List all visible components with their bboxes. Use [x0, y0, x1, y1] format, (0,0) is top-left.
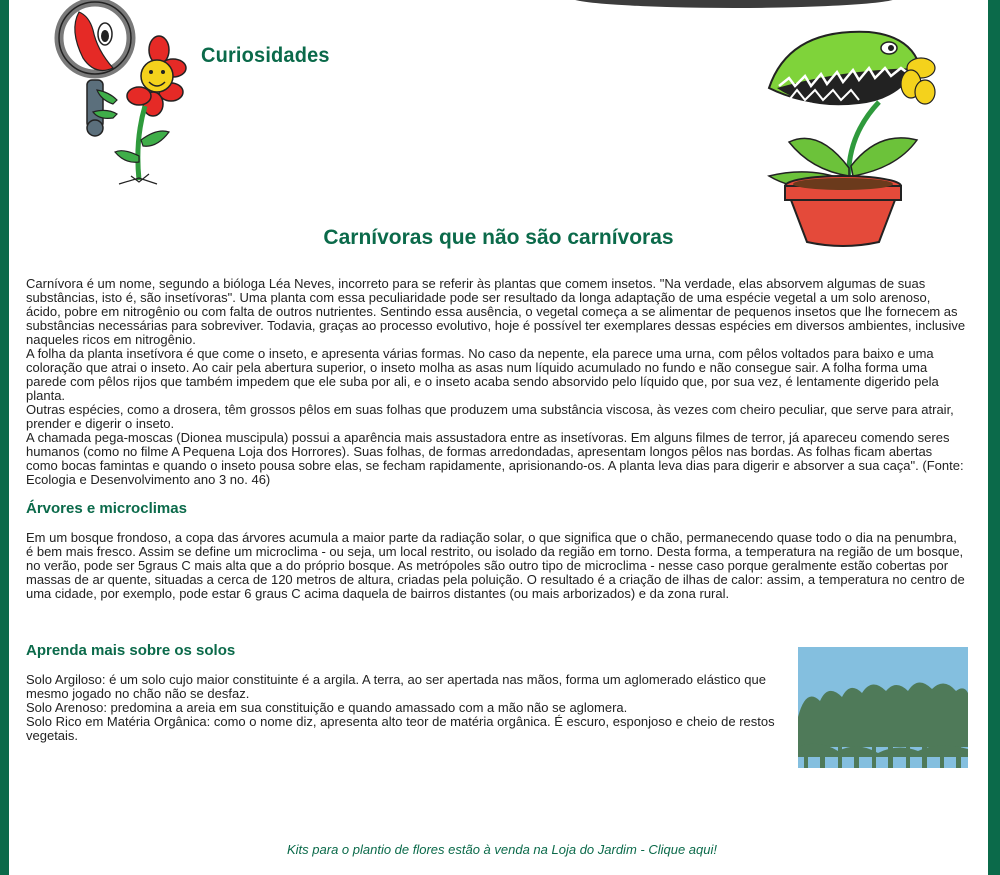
article-paragraph: Outras espécies, como a drosera, têm grossos pêlos em suas folhas que produzem uma substância viscosa, às vezes com cheiro peculiar, que serve para atrair, prender e digerir o inseto.	[26, 402, 954, 431]
page-content	[9, 0, 988, 875]
article-paragraph: A chamada pega-moscas (Dionea muscipula) possui a aparência mais assustadora entre as insetívoras. Em alguns filmes de terror, já apareceu comendo seres humanos (como no filme A Pequena Loja dos Horrores). Suas folhas, de formas arredondadas, apresentam longos pêlos nas bordas. As folhas ficam abertas como bocas famintas e quando o inseto pousa sobre elas, se fecham rapidamente, aprisionando-os. A planta leva dias para digerir e absorver a sua caça". (Fonte: Ecologia e Desenvolvimento ano 3 no. 46)	[26, 430, 964, 487]
carnivorous-plant-icon	[749, 18, 949, 250]
microclimas-body	[26, 531, 966, 601]
microclimas-paragraph: Em um bosque frondoso, a copa das árvores acumula a maior parte da radiação solar, o que significa que o chão, permanecendo quase todo o dia na penumbra, é bem mais fresco. Assim se define um microclima - ou seja, um local restrito, ou isolado da região em torno. Desta forma, a temperatura na região de um bosque, no verão, pode ser 5graus C mais alta que a do próprio bosque. As metrópoles são outro tipo de microclima - nesse caso porque geralmente estão cobertas por massas de ar quente, situadas a cerca de 120 metros de altura, criadas pela poluição. O resultado é a criação de ilhas de calor: assim, a temperatura no centro de uma cidade, por exemplo, pode estar 6 graus C acima daquela de bairros distantes (ou mais arborizados) e da zona rural.	[26, 530, 965, 601]
solos-item: Solo Rico em Matéria Orgânica: como o nome diz, apresenta alto teor de matéria orgânica. É escuro, esponjoso e cheio de restos vegetais.	[26, 714, 775, 743]
loja-do-jardim-link[interactable]: Kits para o plantio de flores estão à venda na Loja do Jardim - Clique aqui!	[287, 842, 717, 857]
article-body	[26, 277, 966, 487]
magnifier-flower-mascot-icon	[47, 0, 187, 190]
section-label-curiosidades: Curiosidades	[201, 44, 330, 67]
microclimas-heading: Árvores e microclimas	[26, 500, 187, 517]
solos-body	[26, 673, 778, 743]
solos-item: Solo Argiloso: é um solo cujo maior constituinte é a argila. A terra, ao ser apertada nas mãos, forma um aglomerado elástico que mesmo jogado no chão não se desfaz.	[26, 672, 766, 701]
top-decorative-arc	[569, 0, 899, 8]
article-title: Carnívoras que não são carnívoras	[323, 226, 674, 249]
article-paragraph: A folha da planta insetívora é que come o inseto, e apresenta várias formas. No caso da nepente, ela parece uma urna, com pêlos voltados para baixo e uma coloração que atrai o inseto. Ao cair pela abertura superior, o inseto molha as asas num líquido acumulado no fundo e não consegue sair. A folha forma uma parede com pêlos rijos que também impedem que ele suba por ali, e o inseto acaba sendo absorvido pelo líquido que, por sua vez, é lentamente digerido pela planta.	[26, 346, 939, 403]
article-paragraph: Carnívora é um nome, segundo a bióloga Léa Neves, incorreto para se referir às plantas que comem insetos. "Na verdade, elas absorvem algumas de suas substâncias, isto é, são insetívoras". Uma planta com essa peculiaridade pode ser resultado da longa adaptação de uma espécie vegetal a um solo arenoso, ácido, pobre em nitrogênio ou com falta de outros nutrientes. Sentindo essa ausência, o vegetal começa a se alimentar de pequenos insetos que lhe fornecem as substâncias necessárias para sobreviver. Todavia, graças ao processo evolutivo, hoje é possível ter exemplares dessas espécies em diversos ambientes, inclusive naqueles ricos em nitrogênio.	[26, 276, 966, 347]
solos-item: Solo Arenoso: predomina a areia em sua constituição e quando amassado com a mão não se aglomera.	[26, 700, 628, 715]
forest-image	[798, 647, 968, 768]
solos-heading: Aprenda mais sobre os solos	[26, 642, 236, 659]
